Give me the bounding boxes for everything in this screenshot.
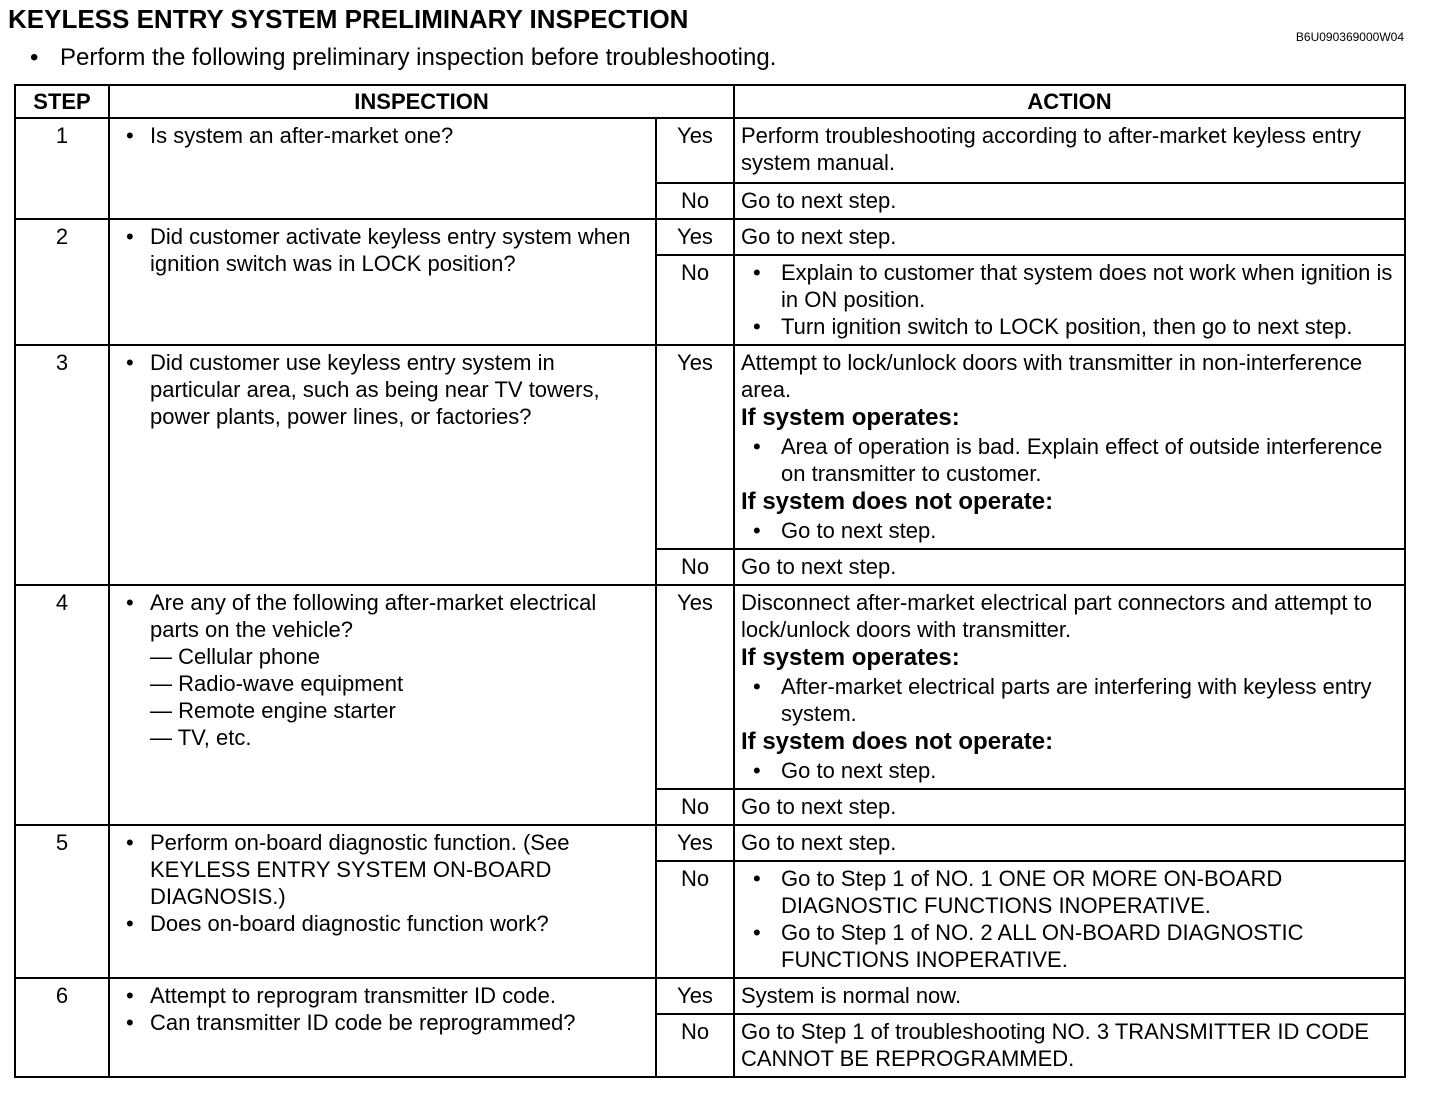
no-action bbox=[734, 861, 1405, 978]
inspection-item: • Are any of the following after-market electrical parts on the vehicle? bbox=[116, 589, 649, 643]
sub-item: — TV, etc. bbox=[150, 725, 252, 750]
inspection-item: • Is system an after-market one? bbox=[116, 122, 649, 149]
action-bullet: • Explain to customer that system does not work when ignition is in ON position. bbox=[741, 259, 1398, 313]
sub-item: — Cellular phone bbox=[150, 644, 320, 669]
action-bullet: • After-market electrical parts are interfering with keyless entry system. bbox=[741, 673, 1398, 727]
sub-item: — Radio-wave equipment bbox=[150, 671, 404, 696]
step-number: 5 bbox=[15, 825, 109, 978]
if-not-operate-heading: If system does not operate: bbox=[741, 488, 1054, 515]
table-row bbox=[15, 345, 1405, 549]
no-action: Go to next step. bbox=[734, 789, 1405, 825]
yes-action: Perform troubleshooting according to after-market keyless entry system manual. bbox=[734, 118, 1405, 183]
yes-label: Yes bbox=[656, 978, 734, 1014]
step-number: 4 bbox=[15, 585, 109, 825]
yes-label: Yes bbox=[656, 345, 734, 549]
no-label: No bbox=[656, 549, 734, 585]
action-bullet: • Go to next step. bbox=[741, 517, 1398, 544]
header-inspection: INSPECTION bbox=[109, 85, 734, 118]
page-title: KEYLESS ENTRY SYSTEM PRELIMINARY INSPECTION bbox=[8, 4, 689, 34]
yes-action: Go to next step. bbox=[734, 219, 1405, 255]
no-label: No bbox=[656, 1014, 734, 1077]
if-operates-heading: If system operates: bbox=[741, 644, 960, 671]
no-label: No bbox=[656, 861, 734, 978]
inspection-cell bbox=[109, 118, 656, 219]
inspection-item: • Does on-board diagnostic function work? bbox=[116, 910, 649, 937]
step-number: 1 bbox=[15, 118, 109, 219]
no-label: No bbox=[656, 183, 734, 219]
inspection-item: • Attempt to reprogram transmitter ID code. bbox=[116, 982, 649, 1009]
inspection-cell bbox=[109, 825, 656, 978]
no-action: Go to next step. bbox=[734, 549, 1405, 585]
header-action: ACTION bbox=[734, 85, 1405, 118]
no-label: No bbox=[656, 255, 734, 345]
table-row bbox=[15, 219, 1405, 255]
inspection-item: • Perform on-board diagnostic function. (See KEYLESS ENTRY SYSTEM ON-BOARD DIAGNOSIS.) bbox=[116, 829, 649, 910]
step-number: 3 bbox=[15, 345, 109, 585]
action-bullet: • Turn ignition switch to LOCK position, then go to next step. bbox=[741, 313, 1398, 340]
inspection-cell bbox=[109, 978, 656, 1077]
no-label: No bbox=[656, 789, 734, 825]
table-row bbox=[15, 585, 1405, 789]
yes-action: System is normal now. bbox=[734, 978, 1405, 1014]
inspection-cell bbox=[109, 345, 656, 585]
bullet-icon: • bbox=[30, 44, 39, 71]
action-text: Disconnect after-market electrical part connectors and attempt to lock/unlock doors with transmitter. bbox=[741, 590, 1372, 642]
inspection-table bbox=[14, 84, 1406, 1078]
table-header-row bbox=[15, 85, 1405, 118]
yes-action bbox=[734, 585, 1405, 789]
table-row bbox=[15, 978, 1405, 1014]
action-bullet: • Go to Step 1 of NO. 1 ONE OR MORE ON-BOARD DIAGNOSTIC FUNCTIONS INOPERATIVE. bbox=[741, 865, 1398, 919]
inspection-item: • Did customer activate keyless entry system when ignition switch was in LOCK position? bbox=[116, 223, 649, 277]
intro-label: Perform the following preliminary inspection before troubleshooting. bbox=[60, 44, 777, 71]
no-action bbox=[734, 255, 1405, 345]
header-step: STEP bbox=[15, 85, 109, 118]
step-number: 6 bbox=[15, 978, 109, 1077]
action-bullet: • Go to Step 1 of NO. 2 ALL ON-BOARD DIAGNOSTIC FUNCTIONS INOPERATIVE. bbox=[741, 919, 1398, 973]
inspection-cell bbox=[109, 219, 656, 345]
no-action: Go to next step. bbox=[734, 183, 1405, 219]
yes-action bbox=[734, 345, 1405, 549]
no-action: Go to Step 1 of troubleshooting NO. 3 TRANSMITTER ID CODE CANNOT BE REPROGRAMMED. bbox=[734, 1014, 1405, 1077]
yes-label: Yes bbox=[656, 219, 734, 255]
action-bullet: • Area of operation is bad. Explain effect of outside interference on transmitter to customer. bbox=[741, 433, 1398, 487]
sub-item: — Remote engine starter bbox=[150, 698, 396, 723]
if-not-operate-heading: If system does not operate: bbox=[741, 728, 1054, 755]
yes-action: Go to next step. bbox=[734, 825, 1405, 861]
inspection-item: • Can transmitter ID code be reprogrammed? bbox=[116, 1009, 649, 1036]
table-row bbox=[15, 825, 1405, 861]
yes-label: Yes bbox=[656, 585, 734, 789]
yes-label: Yes bbox=[656, 825, 734, 861]
action-text: Attempt to lock/unlock doors with transmitter in non-interference area. bbox=[741, 350, 1363, 402]
table-row bbox=[15, 118, 1405, 183]
inspection-item: • Did customer use keyless entry system in particular area, such as being near TV towers, power plants, power lines, or factories? bbox=[116, 349, 649, 430]
if-operates-heading: If system operates: bbox=[741, 404, 960, 431]
intro-text bbox=[30, 44, 776, 72]
action-bullet: • Go to next step. bbox=[741, 757, 1398, 784]
yes-label: Yes bbox=[656, 118, 734, 183]
step-number: 2 bbox=[15, 219, 109, 345]
document-code: B6U090369000W04 bbox=[1295, 30, 1404, 44]
inspection-cell bbox=[109, 585, 656, 825]
